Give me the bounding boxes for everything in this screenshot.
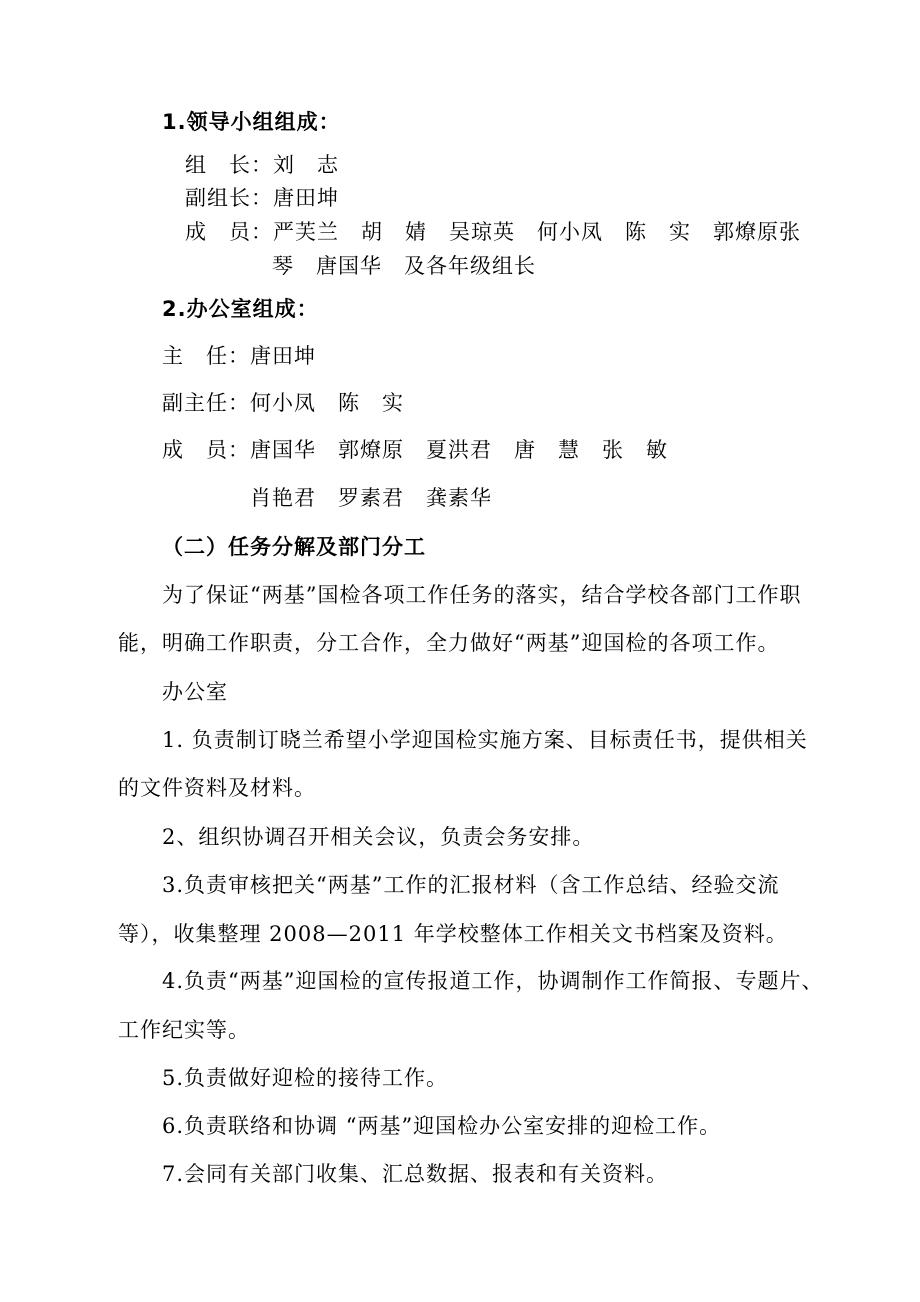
office-vice-director-line: 副主任：何小凤 陈 实 [162, 391, 404, 415]
office-members-line-1: 成 员：唐国华 郭燎原 夏洪君 唐 慧 张 敏 [162, 438, 668, 462]
department-office-label: 办公室 [162, 680, 228, 704]
duty-item-4-line-1: 4.负责“两基”迎国检的宣传报道工作，协调制作工作简报、专题片、 [162, 969, 824, 993]
vice-leader-line: 副组长：唐田坤 [185, 186, 339, 210]
duty-item-3-line-2: 等），收集整理 2008—2011 年学校整体工作相关文书档案及资料。 [118, 922, 788, 946]
duty-item-3-line-1: 3.负责审核把关“两基”工作的汇报材料（含工作总结、经验交流 [162, 873, 780, 897]
leader-line: 组 长：刘 志 [185, 153, 339, 177]
duty-item-6: 6.负责联络和协调 “两基”迎国检办公室安排的迎检工作。 [162, 1114, 722, 1138]
intro-line-1: 为了保证“两基”国检各项工作任务的落实，结合学校各部门工作职 [162, 583, 802, 607]
duty-item-5: 5.负责做好迎检的接待工作。 [162, 1066, 449, 1090]
leadership-members-line-1: 成 员：严芙兰 胡 婧 吴琼英 何小凤 陈 实 郭燎原张 [185, 220, 801, 244]
duty-item-4-line-2: 工作纪实等。 [118, 1018, 250, 1042]
leadership-heading: 1.领导小组组成： [162, 110, 341, 134]
office-heading: 2.办公室组成： [162, 297, 319, 321]
office-director-line: 主 任：唐田坤 [162, 344, 316, 368]
duty-item-2: 2、组织协调召开相关会议，负责会务安排。 [162, 825, 595, 849]
duty-item-7: 7.会同有关部门收集、汇总数据、报表和有关资料。 [162, 1162, 669, 1186]
leadership-members-line-2: 琴 唐国华 及各年级组长 [272, 254, 536, 278]
section-2-heading: （二）任务分解及部门分工 [162, 535, 426, 559]
duty-item-1-line-1: 1. 负责制订晓兰希望小学迎国检实施方案、目标责任书，提供相关 [162, 728, 808, 752]
duty-item-1-line-2: 的文件资料及材料。 [118, 776, 316, 800]
office-members-line-2: 肖艳君 罗素君 龚素华 [250, 486, 492, 510]
intro-line-2: 能，明确工作职责，分工合作，全力做好“两基”迎国检的各项工作。 [118, 631, 780, 655]
